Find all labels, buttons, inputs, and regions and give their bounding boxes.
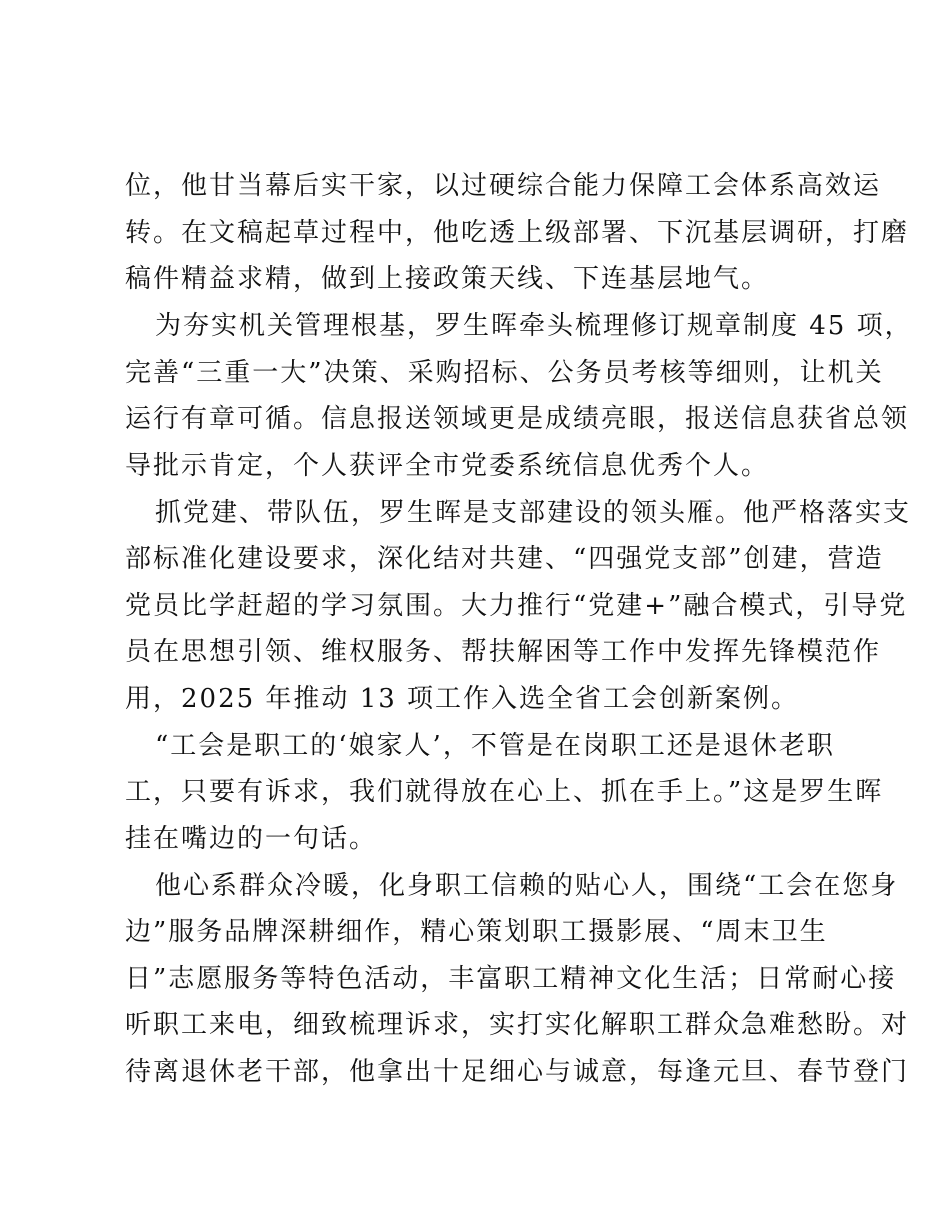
text-line: 导批示肯定，个人获评全市党委系统信息优秀个人。 xyxy=(125,451,770,481)
text-line: 边”服务品牌深耕细作，精心策划职工摄影展、“周末卫生 xyxy=(125,917,828,947)
text-line: 待离退休老干部，他拿出十足细心与诚意，每逢元旦、春节登门 xyxy=(125,1057,910,1087)
text-line: 完善“三重一大”决策、采购招标、公务员考核等细则，让机关 xyxy=(125,358,884,388)
text-line: 他心系群众冷暖，化身职工信赖的贴心人，围绕“工会在您身 xyxy=(155,871,899,901)
text-line: 位，他甘当幕后实干家，以过硬综合能力保障工会体系高效运 xyxy=(125,171,882,201)
text-line: 听职工来电，细致梳理诉求，实打实化解职工群众急难愁盼。对 xyxy=(125,1010,910,1040)
text-line: 党员比学赶超的学习氛围。大力推行“党建+”融合模式，引导党 xyxy=(125,591,908,621)
text-line: 稿件精益求精，做到上接政策天线、下连基层地气。 xyxy=(125,264,770,294)
text-line: 日”志愿服务等特色活动，丰富职工精神文化生活；日常耐心接 xyxy=(125,964,897,994)
text-line: 挂在嘴边的一句话。 xyxy=(125,824,378,854)
text-line: 部标准化建设要求，深化结对共建、“四强党支部”创建，营造 xyxy=(125,544,884,574)
text-line: 用，2025 年推动 13 项工作入选全省工会创新案例。 xyxy=(125,684,800,714)
text-line: 运行有章可循。信息报送领域更是成绩亮眼，报送信息获省总领 xyxy=(125,404,910,434)
text-line: 抓党建、带队伍，罗生晖是支部建设的领头雁。他严格落实支 xyxy=(155,498,912,528)
text-line: 为夯实机关管理根基，罗生晖牵头梳理修订规章制度 45 项， xyxy=(155,311,913,341)
text-line: 转。在文稿起草过程中，他吃透上级部署、下沉基层调研，打磨 xyxy=(125,218,910,248)
text-line: 工，只要有诉求，我们就得放在心上、抓在手上。”这是罗生晖 xyxy=(125,777,884,807)
text-line: “工会是职工的‘娘家人’，不管是在岗职工还是退休老职 xyxy=(155,731,835,761)
text-line: 员在思想引领、维权服务、帮扶解困等工作中发挥先锋模范作 xyxy=(125,637,882,667)
